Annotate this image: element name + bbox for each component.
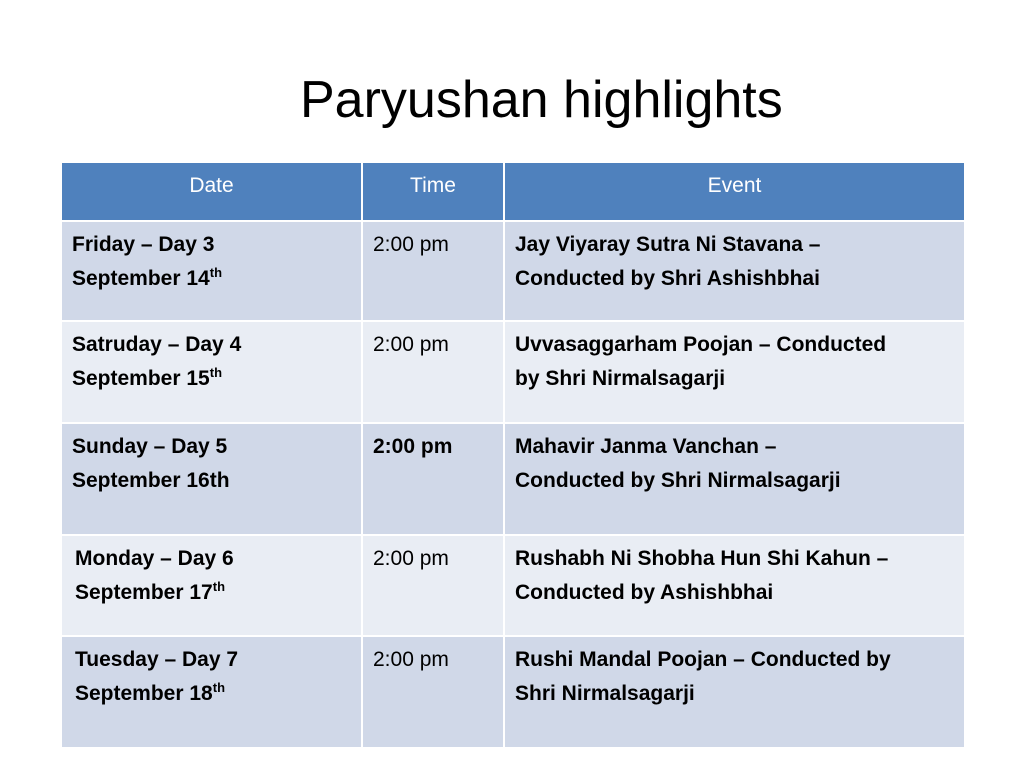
date-label xyxy=(72,262,351,296)
event-cell xyxy=(504,321,965,423)
date-cell xyxy=(61,423,362,535)
event-line1: Rushabh Ni Shobha Hun Shi Kahun – xyxy=(515,547,889,570)
slide-title: Paryushan highlights xyxy=(300,71,783,129)
table-row xyxy=(61,221,965,321)
time-cell: 2:00 pm xyxy=(362,321,504,423)
date-cell xyxy=(61,221,362,321)
time-cell: 2:00 pm xyxy=(362,423,504,535)
table-row xyxy=(61,535,965,636)
table-header-row xyxy=(61,162,965,221)
event-cell xyxy=(504,221,965,321)
date-text: September 15 xyxy=(72,367,210,390)
event-line2: Conducted by Shri Nirmalsagarji xyxy=(515,469,841,492)
event-line2: Conducted by Shri Ashishbhai xyxy=(515,267,820,290)
day-label: Satruday – Day 4 xyxy=(72,333,242,356)
time-cell: 2:00 pm xyxy=(362,636,504,748)
schedule-table xyxy=(60,161,966,749)
event-line2: by Shri Nirmalsagarji xyxy=(515,367,726,390)
date-suffix: th xyxy=(209,365,223,380)
event-line2: Shri Nirmalsagarji xyxy=(515,682,695,705)
header-event: Event xyxy=(504,162,965,221)
date-label xyxy=(72,362,351,396)
event-cell xyxy=(504,423,965,535)
day-label: Friday – Day 3 xyxy=(72,233,215,256)
date-label xyxy=(75,576,351,610)
date-text: September 18 xyxy=(75,682,213,705)
event-cell xyxy=(504,535,965,636)
table-row xyxy=(61,636,965,748)
time-cell: 2:00 pm xyxy=(362,221,504,321)
day-label: Monday – Day 6 xyxy=(75,547,234,570)
date-label xyxy=(75,677,351,711)
date-text: September 14 xyxy=(72,267,210,290)
day-label: Tuesday – Day 7 xyxy=(75,648,239,671)
date-suffix: th xyxy=(209,265,223,280)
date-text: September 17 xyxy=(75,581,213,604)
time-cell: 2:00 pm xyxy=(362,535,504,636)
table-row xyxy=(61,423,965,535)
date-suffix: th xyxy=(212,579,226,594)
date-cell xyxy=(61,321,362,423)
event-line1: Uvvasaggarham Poojan – Conducted xyxy=(515,333,887,356)
date-cell xyxy=(61,636,362,748)
date-text: September 16th xyxy=(72,469,230,492)
table-row xyxy=(61,321,965,423)
event-line1: Jay Viyaray Sutra Ni Stavana – xyxy=(515,233,821,256)
header-time: Time xyxy=(362,162,504,221)
header-date: Date xyxy=(61,162,362,221)
event-line1: Mahavir Janma Vanchan – xyxy=(515,435,777,458)
event-line1: Rushi Mandal Poojan – Conducted by xyxy=(515,648,891,671)
event-cell xyxy=(504,636,965,748)
event-line2: Conducted by Ashishbhai xyxy=(515,581,774,604)
date-cell xyxy=(61,535,362,636)
date-label xyxy=(72,464,351,498)
day-label: Sunday – Day 5 xyxy=(72,435,228,458)
date-suffix: th xyxy=(212,680,226,695)
